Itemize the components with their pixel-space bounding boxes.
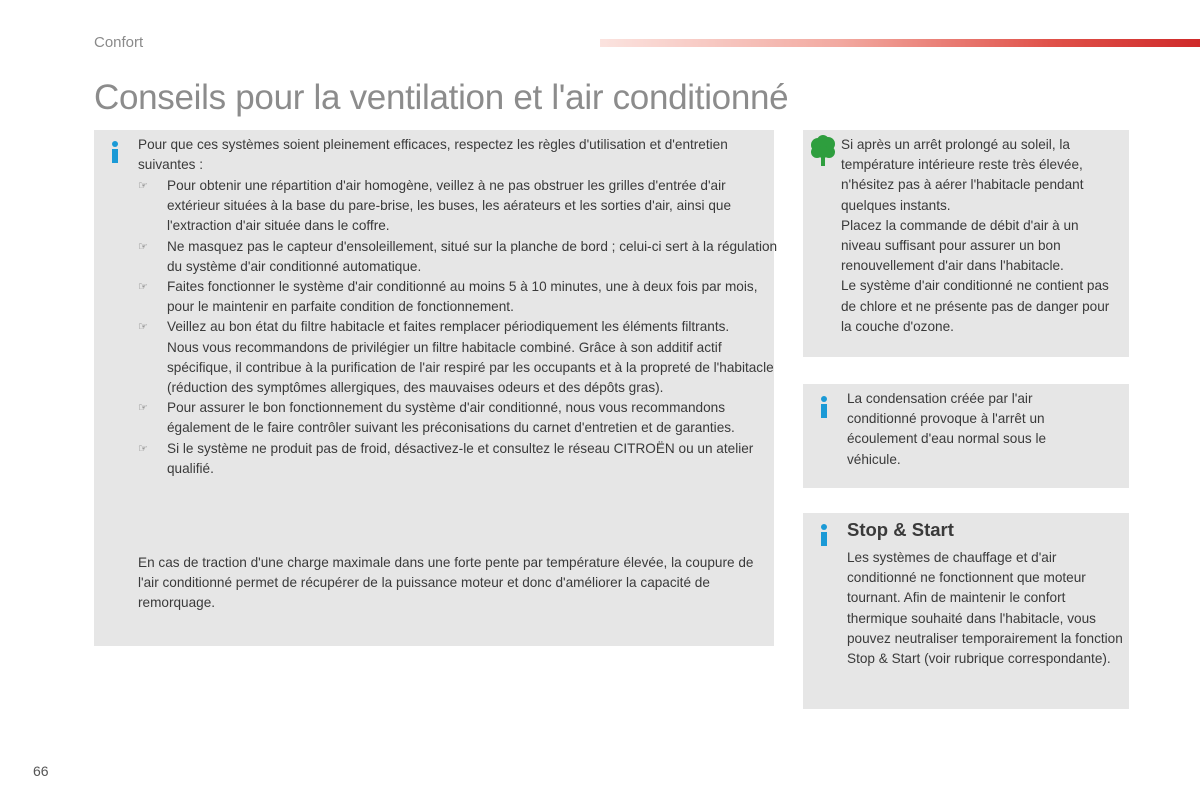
eco-tip-panel (803, 130, 1129, 357)
info-icon (817, 523, 831, 547)
advice-text: Ne masquez pas le capteur d'ensoleillement, situé sur la planche de bord ; celui-ci sert à la régulation du système d'air conditionné automatique. (167, 238, 778, 274)
advice-text: Pour assurer le bon fonctionnement du système d'air conditionné, nous vous recommandons également de le faire contrôler suivant les préconisations du carnet d'entretien et de garanties. (167, 400, 735, 436)
advice-text: Pour obtenir une répartition d'air homogène, veillez à ne pas obstruer les grilles d'entrée d'air extérieur situées à la base du pare-brise, les buses, les aérateurs et les sorties d'air, ainsi que l'extraction d'air située dans le coffre. (167, 178, 732, 234)
stop-start-title: Stop & Start (847, 519, 954, 540)
stop-start-text: Les systèmes de chauffage et d'air conditionné ne fonctionnent que moteur tournant. Afin de maintenir le confort thermique souhaité dans l'habitacle, vous pouvez neutraliser temporairement la fonction Stop & Start (voir rubrique correspondante). (847, 550, 1123, 667)
eco-tip-airflow: Placez la commande de débit d'air à un niveau suffisant pour assurer un bon renouvellement d'air dans l'habitacle. (841, 217, 1079, 274)
section-label: Confort (94, 34, 144, 51)
advice-item-filter (138, 317, 778, 398)
eco-tip-text (841, 135, 1121, 337)
advice-text: Faites fonctionner le système d'air conditionné au moins 5 à 10 minutes, une à deux fois par mois, pour le maintenir en parfaite condition de fonctionnement. (167, 279, 758, 315)
main-intro-text: Pour que ces systèmes soient pleinement efficaces, respectez les règles d'utilisation et d'entretien suivantes : (138, 137, 728, 173)
condensation-panel (803, 384, 1129, 488)
pointing-hand-icon: ☞ (138, 240, 148, 253)
advice-list (138, 176, 778, 479)
advice-item-sensor (138, 237, 778, 277)
eco-tip-aerate: Si après un arrêt prolongé au soleil, la température intérieure reste très élevée, n'hésitez pas à aérer l'habitacle pendant quelques instants. (841, 137, 1084, 213)
advice-item-run (138, 277, 778, 317)
pointing-hand-icon: ☞ (138, 321, 148, 334)
advice-text: Si le système ne produit pas de froid, désactivez-le et consultez le réseau CITROËN ou un atelier qualifié. (167, 440, 754, 476)
pointing-hand-icon: ☞ (138, 442, 148, 455)
info-icon (817, 395, 831, 419)
tree-icon (809, 135, 837, 167)
eco-tip-ozone: Le système d'air conditionné ne contient pas de chlore et ne présente pas de danger pour la couche d'ozone. (841, 278, 1110, 334)
main-info-panel (94, 130, 778, 646)
advice-text: Veillez au bon état du filtre habitacle et faites remplacer périodiquement les éléments filtrants. (167, 319, 730, 335)
condensation-text: La condensation créée par l'air conditionné provoque à l'arrêt un écoulement d'eau normal sous le véhicule. (847, 391, 1047, 467)
page-number: 66 (33, 763, 49, 779)
advice-item-no-cold (138, 439, 778, 479)
pointing-hand-icon: ☞ (138, 180, 148, 192)
towing-note: En cas de traction d'une charge maximale dans une forte pente par température élevée, la coupure de l'air conditionné permet de récupérer de la puissance moteur et donc d'améliorer la capacité de remorquage. (138, 555, 754, 611)
advice-item-check (138, 398, 778, 438)
advice-item-airflow (138, 176, 778, 237)
pointing-hand-icon: ☞ (138, 281, 148, 294)
stop-start-panel (803, 513, 1129, 709)
header-accent-bar (600, 39, 1200, 47)
page-title: Conseils pour la ventilation et l'air conditionné (94, 78, 789, 117)
pointing-hand-icon: ☞ (138, 402, 148, 415)
info-icon (108, 140, 122, 164)
filter-note: Nous vous recommandons de privilégier un filtre habitacle combiné. Grâce à son additif actif spécifique, il contribue à la purification de l'air respiré par les occupants et à la propreté de l'habitacle (réduction des symptômes allergiques, des mauvaises odeurs et des dépôts gras). (167, 339, 774, 396)
